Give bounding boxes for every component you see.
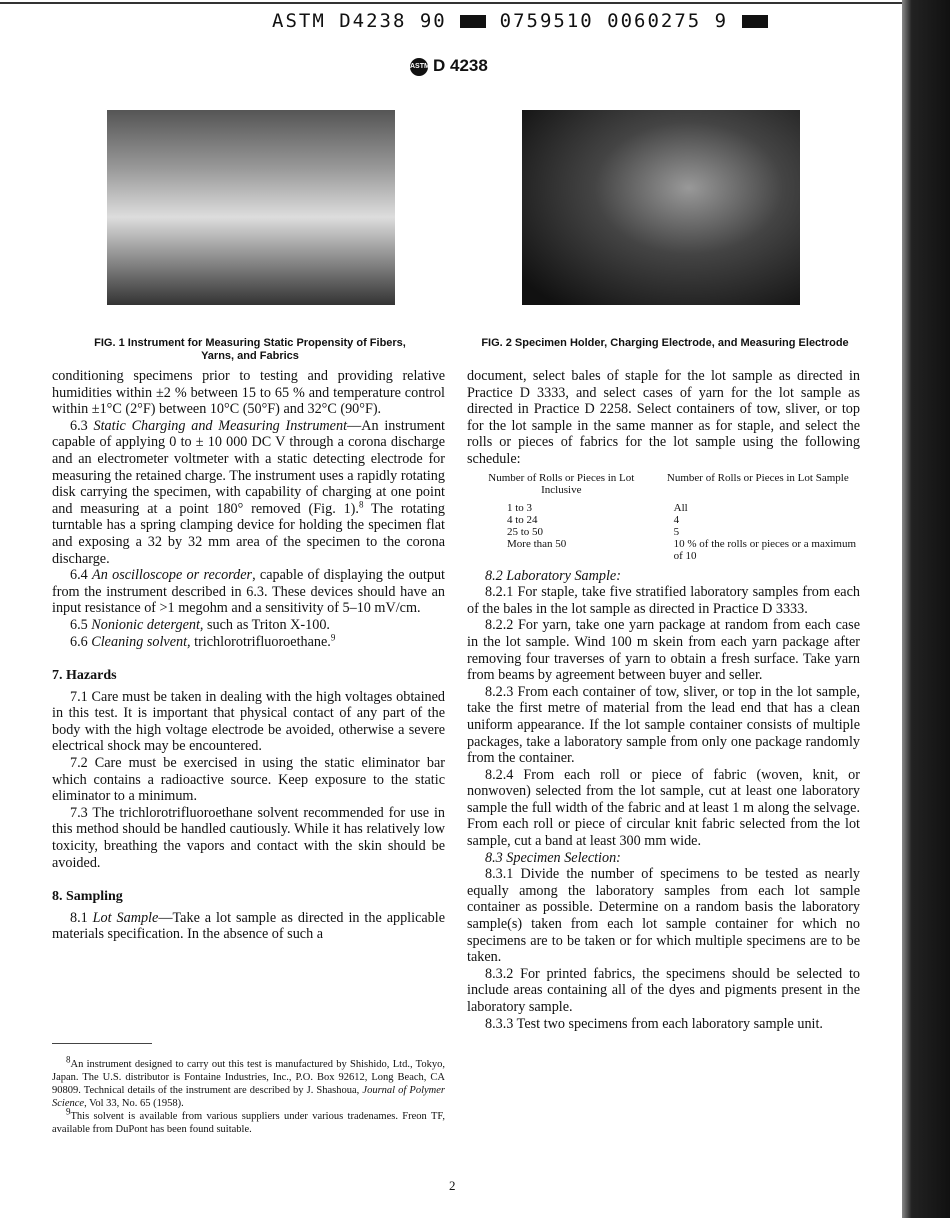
figure-2-photo xyxy=(522,110,800,305)
scan-edge xyxy=(902,0,950,1218)
table-cell: 4 xyxy=(673,513,680,526)
astm-logo xyxy=(410,56,488,76)
paragraph-8-2-2: 8.2.2 For yarn, take one yarn package at random from each case in the lot sample. Wind 100 m skein from each yarn package after removing four traverses of yarn to obtain a fresh surface. Take yarn from beams by agreement between buyer and seller. xyxy=(467,617,860,684)
paragraph-8-1: 8.1 Lot Sample—Take a lot sample as directed in the applicable materials specification. In the absence of such a xyxy=(52,909,445,943)
paragraph-6-3: 6.3 Static Charging and Measuring Instrument—An instrument capable of applying 0 to ± 10 000 DC V through a corona discharge and an electrometer voltmeter with a static detecting electrode for measuring the retained charge. The instrument uses a rapidly rotating disk carrying the specimen, with capability of charging at one point and measuring at a point 180° removed (Fig. 1).$^8$ The rotating turntable has a spring clamping device for holding the specimen flat and exposing a 32 by 32 mm area of the specimen to the corona discharge. xyxy=(52,417,445,567)
table-cell: 10 % of the rolls or pieces or a maximum of 10 xyxy=(673,537,856,562)
code-right: 0759510 0060275 9 xyxy=(499,10,729,32)
section-heading-sampling: 8. Sampling xyxy=(52,889,123,905)
page-number: 2 xyxy=(449,1178,456,1193)
table-header: Number of Rolls or Pieces in Lot Inclusive xyxy=(488,471,635,496)
paragraph-6-4: 6.4 An oscilloscope or recorder, capable of displaying the output from the instrument described in 6.3. These devices should have an input resistance of >1 megohm and a sensitivity of 5–10 mV/cm. xyxy=(52,567,446,617)
table-cell: 1 to 3 xyxy=(507,501,533,514)
table-cell: 5 xyxy=(673,525,680,538)
heading-8-3: 8.3 Specimen Selection: xyxy=(485,849,621,866)
figure-2-caption: FIG. 2 Specimen Holder, Charging Electrode, and Measuring Electrode xyxy=(481,337,849,349)
table-cell: 4 to 24 xyxy=(507,513,538,526)
doc-id: D 4238 xyxy=(433,56,488,75)
right-column xyxy=(467,368,860,1032)
footnote-rule xyxy=(52,1043,152,1044)
paragraph-8-3-1: 8.3.1 Divide the number of specimens to be tested as nearly equally among the laboratory samples from each lot sample container as possible. Determine on a random basis the laboratory sample(s) taken from each lot sample container for which no specimens are to be taken or for which multiple specimens are to be taken. xyxy=(467,866,860,966)
paragraph-7-2: 7.2 Care must be exercised in using the static eliminator bar which contains a radioactive source. Keep exposure to the static eliminator to a minimum. xyxy=(52,755,445,805)
left-column xyxy=(52,368,445,943)
footnote-8: $^8$An instrument designed to carry out this test is manufactured by Shishido, Ltd., Tokyo, Japan. The U.S. distributor is Fontaine Industries, Inc., P.O. Box 92612, Long Beach, CA 90809. Technical details of the instrument are described by J. Shashoua, Journal of Polymer Science, Vol 33, No. 65 (1958). xyxy=(52,1054,445,1109)
paragraph-8-3-3: 8.3.3 Test two specimens from each laboratory sample unit. xyxy=(485,1015,823,1032)
paragraph-6-6: 6.6 Cleaning solvent, trichlorotrifluoroethane.$^9$ xyxy=(70,631,336,650)
table-cell: More than 50 xyxy=(507,537,567,550)
footnotes xyxy=(52,1054,445,1136)
paragraph-7-3: 7.3 The trichlorotrifluoroethane solvent recommended for use in this method should be handled cautiously. While it has relatively low toxicity, breathing the vapors and contact with the skin should be avoided. xyxy=(52,804,445,871)
astm-seal-icon: ASTM xyxy=(410,58,428,76)
figure-1-caption: FIG. 1 Instrument for Measuring Static Propensity of Fibers, Yarns, and Fabrics xyxy=(94,337,406,362)
table-cell: 25 to 50 xyxy=(507,525,544,538)
paragraph-8-2-1: 8.2.1 For staple, take five stratified laboratory samples from each of the bales in the lot sample as directed in Practice D 3333. xyxy=(467,584,860,617)
section-heading-hazards: 7. Hazards xyxy=(52,668,117,684)
paragraph-8-3-2: 8.3.2 For printed fabrics, the specimens should be selected to include areas containing all of the dyes and pigments present in the laboratory sample. xyxy=(467,965,860,1015)
paragraph-6-5: 6.5 Nonionic detergent, such as Triton X-100. xyxy=(70,616,330,633)
footnote-9: $^9$This solvent is available from various suppliers under various tradenames. Freon TF, available from DuPont has been found suitable. xyxy=(52,1106,445,1135)
table-cell: All xyxy=(673,501,688,514)
top-rule xyxy=(0,2,910,4)
sampling-schedule-table xyxy=(467,472,860,562)
figure-1-photo xyxy=(107,110,395,305)
document-code-header xyxy=(272,10,768,32)
paragraph: document, select bales of staple for the lot sample as directed in Practice D 3333, and select cases of yarn for the lot sample as directed in Practice D 2258. Select containers of tow, sliver, or top for the lot sample in the same manner as for staple, and select the rolls or pieces of fabrics for the lot sample using the following schedule: xyxy=(467,368,860,467)
table-header: Number of Rolls or Pieces in Lot Sample xyxy=(666,471,849,484)
code-left: ASTM D4238 90 xyxy=(272,10,447,32)
paragraph-7-1: 7.1 Care must be taken in dealing with the high voltages obtained in this test. It is important that physical contact of any part of the body with the high voltage electrode be avoided, otherwise a severe electrical shock may be encountered. xyxy=(52,688,445,755)
paragraph: conditioning specimens prior to testing and providing relative humidities within ±2 % between 15 to 65 % and temperature control within ±1°C (2°F) between 10°C (50°F) and 32°C (90°F). xyxy=(52,368,445,418)
heading-8-2: 8.2 Laboratory Sample: xyxy=(485,567,621,584)
paragraph-8-2-4: 8.2.4 From each roll or piece of fabric (woven, knit, or nonwoven) selected from the lot sample, cut at least one laboratory sample the full width of the fabric and at least 1 m along the selvage. From each roll or piece of circular knit fabric selected from the lot sample, cut a band at least 300 mm wide. xyxy=(467,766,860,850)
paragraph-8-2-3: 8.2.3 From each container of tow, sliver, or top in the lot sample, take the first metre of material from the lead end that has a clean uniform appearance. If the lot sample container consists of multiple packages, take a laboratory sample from only one package randomly from the container. xyxy=(467,683,860,767)
